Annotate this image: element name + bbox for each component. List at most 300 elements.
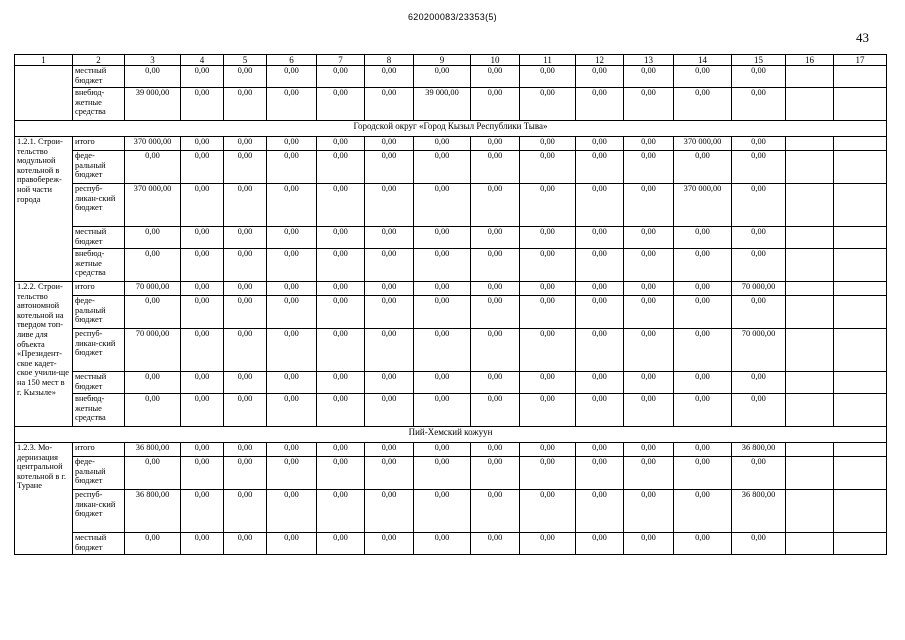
value-cell: 0,00 (576, 533, 624, 555)
item-name: 1.2.2. Строи-тельство автономной котельной на твердом топ-ливе для объекта «Президент-ское кадет-ское учили-ще на 150 мест в г. Кызыле» (15, 282, 73, 427)
value-cell: 0,00 (365, 184, 414, 227)
value-cell: 0,00 (267, 296, 317, 329)
value-cell: 0,00 (520, 66, 576, 88)
empty-cell (786, 66, 834, 88)
column-header: 13 (624, 55, 674, 66)
funding-source: местный бюджет (73, 66, 125, 88)
value-cell: 0,00 (365, 296, 414, 329)
funding-source: респуб-ликан-ский бюджет (73, 329, 125, 372)
region-row (15, 121, 887, 137)
value-cell: 0,00 (471, 533, 520, 555)
value-cell: 370 000,00 (125, 137, 181, 151)
value-cell: 0,00 (471, 490, 520, 533)
column-header: 11 (520, 55, 576, 66)
value-cell: 0,00 (317, 282, 365, 296)
value-cell: 0,00 (267, 282, 317, 296)
value-cell: 0,00 (471, 296, 520, 329)
funding-source: респуб-ликан-ский бюджет (73, 490, 125, 533)
value-cell: 0,00 (181, 490, 224, 533)
value-cell: 0,00 (674, 249, 732, 282)
empty-cell (834, 443, 887, 457)
budget-table (14, 54, 887, 555)
value-cell: 0,00 (624, 282, 674, 296)
funding-source: внебюд-жетные средства (73, 249, 125, 282)
value-cell: 0,00 (471, 329, 520, 372)
table-row (15, 282, 887, 296)
column-header: 7 (317, 55, 365, 66)
value-cell: 0,00 (520, 249, 576, 282)
table-row (15, 184, 887, 227)
value-cell: 0,00 (732, 88, 786, 121)
empty-cell (834, 249, 887, 282)
value-cell: 0,00 (181, 88, 224, 121)
item-name: 1.2.1. Строи-тельство модульной котельной в правобереж-ной части города (15, 137, 73, 282)
table-row (15, 88, 887, 121)
value-cell: 0,00 (414, 329, 471, 372)
value-cell: 0,00 (224, 282, 267, 296)
value-cell: 0,00 (317, 137, 365, 151)
table-row (15, 533, 887, 555)
value-cell: 0,00 (576, 490, 624, 533)
value-cell: 0,00 (624, 137, 674, 151)
empty-cell (786, 184, 834, 227)
value-cell: 0,00 (267, 227, 317, 249)
table-row (15, 151, 887, 184)
value-cell: 0,00 (317, 249, 365, 282)
value-cell: 0,00 (267, 394, 317, 427)
value-cell: 0,00 (471, 88, 520, 121)
value-cell: 0,00 (414, 296, 471, 329)
empty-cell (834, 282, 887, 296)
value-cell: 0,00 (732, 372, 786, 394)
value-cell: 0,00 (576, 372, 624, 394)
value-cell: 0,00 (365, 151, 414, 184)
empty-cell (786, 296, 834, 329)
value-cell: 39 000,00 (414, 88, 471, 121)
value-cell: 70 000,00 (125, 282, 181, 296)
column-header: 16 (786, 55, 834, 66)
value-cell: 0,00 (624, 372, 674, 394)
empty-cell (786, 490, 834, 533)
funding-source: местный бюджет (73, 227, 125, 249)
page-number: 43 (856, 30, 869, 45)
value-cell: 0,00 (414, 533, 471, 555)
value-cell: 0,00 (471, 457, 520, 490)
empty-cell (786, 329, 834, 372)
value-cell: 0,00 (181, 457, 224, 490)
funding-source: внебюд-жетные средства (73, 394, 125, 427)
value-cell: 0,00 (181, 137, 224, 151)
empty-cell (834, 88, 887, 121)
value-cell: 0,00 (224, 296, 267, 329)
value-cell: 0,00 (471, 184, 520, 227)
value-cell: 0,00 (520, 490, 576, 533)
value-cell: 0,00 (576, 151, 624, 184)
value-cell: 0,00 (674, 66, 732, 88)
value-cell: 70 000,00 (732, 329, 786, 372)
column-header: 9 (414, 55, 471, 66)
value-cell: 0,00 (520, 329, 576, 372)
column-header: 8 (365, 55, 414, 66)
value-cell: 0,00 (471, 66, 520, 88)
value-cell: 36 800,00 (732, 490, 786, 533)
column-header: 4 (181, 55, 224, 66)
column-header: 17 (834, 55, 887, 66)
empty-cell (786, 88, 834, 121)
value-cell: 0,00 (471, 372, 520, 394)
value-cell: 0,00 (181, 282, 224, 296)
value-cell: 0,00 (674, 151, 732, 184)
value-cell: 0,00 (317, 443, 365, 457)
value-cell: 0,00 (674, 227, 732, 249)
value-cell: 0,00 (125, 249, 181, 282)
value-cell: 0,00 (181, 66, 224, 88)
value-cell: 0,00 (471, 443, 520, 457)
empty-cell (834, 151, 887, 184)
value-cell: 0,00 (576, 227, 624, 249)
funding-source: местный бюджет (73, 533, 125, 555)
region-row (15, 427, 887, 443)
empty-cell (786, 137, 834, 151)
value-cell: 0,00 (414, 66, 471, 88)
value-cell: 0,00 (317, 88, 365, 121)
value-cell: 0,00 (224, 457, 267, 490)
value-cell: 0,00 (317, 457, 365, 490)
empty-cell (834, 66, 887, 88)
value-cell: 0,00 (520, 296, 576, 329)
value-cell: 0,00 (267, 490, 317, 533)
empty-cell (786, 372, 834, 394)
value-cell: 0,00 (674, 394, 732, 427)
value-cell: 0,00 (624, 227, 674, 249)
table-row (15, 227, 887, 249)
value-cell: 0,00 (125, 151, 181, 184)
value-cell: 0,00 (576, 394, 624, 427)
value-cell: 0,00 (224, 151, 267, 184)
column-header: 5 (224, 55, 267, 66)
value-cell: 0,00 (365, 443, 414, 457)
value-cell: 0,00 (414, 249, 471, 282)
column-header: 2 (73, 55, 125, 66)
value-cell: 0,00 (576, 282, 624, 296)
value-cell: 0,00 (414, 394, 471, 427)
value-cell: 0,00 (414, 457, 471, 490)
empty-cell (834, 394, 887, 427)
value-cell: 0,00 (674, 457, 732, 490)
value-cell: 70 000,00 (125, 329, 181, 372)
value-cell: 0,00 (365, 533, 414, 555)
value-cell: 0,00 (224, 329, 267, 372)
empty-cell (786, 457, 834, 490)
empty-cell (834, 490, 887, 533)
value-cell: 0,00 (732, 249, 786, 282)
value-cell: 36 800,00 (125, 443, 181, 457)
value-cell: 0,00 (414, 372, 471, 394)
value-cell: 0,00 (674, 329, 732, 372)
empty-cell (786, 533, 834, 555)
value-cell: 0,00 (624, 66, 674, 88)
value-cell: 0,00 (267, 443, 317, 457)
value-cell: 0,00 (267, 249, 317, 282)
value-cell: 0,00 (181, 249, 224, 282)
value-cell: 70 000,00 (732, 282, 786, 296)
funding-source: местный бюджет (73, 372, 125, 394)
value-cell: 0,00 (624, 329, 674, 372)
value-cell: 0,00 (267, 329, 317, 372)
table-row (15, 329, 887, 372)
value-cell: 0,00 (576, 443, 624, 457)
value-cell: 0,00 (674, 490, 732, 533)
value-cell: 0,00 (317, 151, 365, 184)
value-cell: 0,00 (267, 151, 317, 184)
value-cell: 0,00 (471, 151, 520, 184)
funding-source: феде-ральный бюджет (73, 457, 125, 490)
value-cell: 370 000,00 (674, 137, 732, 151)
funding-source: респуб-ликан-ский бюджет (73, 184, 125, 227)
document-id: 620200083/23353(5) (408, 12, 497, 22)
table-row (15, 490, 887, 533)
empty-cell (786, 227, 834, 249)
column-header: 14 (674, 55, 732, 66)
empty-cell (834, 184, 887, 227)
value-cell: 0,00 (224, 227, 267, 249)
empty-cell (786, 151, 834, 184)
value-cell: 0,00 (317, 66, 365, 88)
value-cell: 0,00 (317, 533, 365, 555)
empty-cell (834, 372, 887, 394)
empty-cell (834, 296, 887, 329)
value-cell: 36 800,00 (732, 443, 786, 457)
funding-source: итого (73, 137, 125, 151)
value-cell: 0,00 (365, 394, 414, 427)
table-body (15, 66, 887, 555)
value-cell: 0,00 (414, 443, 471, 457)
funding-source: феде-ральный бюджет (73, 151, 125, 184)
value-cell: 0,00 (224, 66, 267, 88)
value-cell: 0,00 (576, 66, 624, 88)
value-cell: 0,00 (674, 372, 732, 394)
funding-source: внебюд-жетные средства (73, 88, 125, 121)
table-row (15, 296, 887, 329)
value-cell: 0,00 (125, 66, 181, 88)
value-cell: 0,00 (520, 151, 576, 184)
value-cell: 0,00 (674, 443, 732, 457)
value-cell: 0,00 (520, 457, 576, 490)
value-cell: 0,00 (317, 329, 365, 372)
table-row (15, 249, 887, 282)
value-cell: 0,00 (732, 533, 786, 555)
empty-cell (786, 282, 834, 296)
value-cell: 0,00 (471, 137, 520, 151)
value-cell: 39 000,00 (125, 88, 181, 121)
value-cell: 0,00 (732, 394, 786, 427)
value-cell: 0,00 (267, 88, 317, 121)
value-cell: 0,00 (674, 296, 732, 329)
value-cell: 0,00 (224, 88, 267, 121)
value-cell: 0,00 (317, 296, 365, 329)
table-row (15, 443, 887, 457)
value-cell: 0,00 (181, 296, 224, 329)
value-cell: 0,00 (576, 249, 624, 282)
value-cell: 0,00 (365, 490, 414, 533)
value-cell: 0,00 (732, 457, 786, 490)
value-cell: 0,00 (365, 137, 414, 151)
value-cell: 0,00 (471, 227, 520, 249)
value-cell: 0,00 (520, 372, 576, 394)
value-cell: 0,00 (181, 443, 224, 457)
value-cell: 0,00 (365, 329, 414, 372)
value-cell: 0,00 (224, 443, 267, 457)
value-cell: 0,00 (181, 227, 224, 249)
value-cell: 0,00 (267, 533, 317, 555)
value-cell: 0,00 (471, 249, 520, 282)
value-cell: 0,00 (365, 457, 414, 490)
value-cell: 0,00 (624, 249, 674, 282)
table-row (15, 394, 887, 427)
value-cell: 0,00 (317, 184, 365, 227)
value-cell: 0,00 (224, 249, 267, 282)
value-cell: 0,00 (125, 457, 181, 490)
item-name: 1.2.3. Мо-дернизация центральной котельной в г. Туране (15, 443, 73, 555)
value-cell: 0,00 (365, 282, 414, 296)
value-cell: 0,00 (181, 533, 224, 555)
value-cell: 0,00 (576, 329, 624, 372)
region-title: Городской округ «Город Кызыл Республики Тыва» (15, 121, 887, 137)
value-cell: 0,00 (224, 533, 267, 555)
column-header: 12 (576, 55, 624, 66)
value-cell: 0,00 (576, 184, 624, 227)
value-cell: 0,00 (576, 88, 624, 121)
value-cell: 0,00 (267, 457, 317, 490)
value-cell: 0,00 (181, 372, 224, 394)
value-cell: 0,00 (317, 372, 365, 394)
value-cell: 0,00 (674, 533, 732, 555)
value-cell: 0,00 (576, 457, 624, 490)
value-cell: 0,00 (125, 296, 181, 329)
value-cell: 370 000,00 (125, 184, 181, 227)
value-cell: 0,00 (576, 137, 624, 151)
value-cell: 0,00 (520, 394, 576, 427)
value-cell: 36 800,00 (125, 490, 181, 533)
value-cell: 0,00 (365, 66, 414, 88)
value-cell: 0,00 (125, 394, 181, 427)
value-cell: 0,00 (414, 184, 471, 227)
value-cell: 0,00 (732, 151, 786, 184)
value-cell: 0,00 (576, 296, 624, 329)
value-cell: 0,00 (365, 372, 414, 394)
value-cell: 0,00 (624, 490, 674, 533)
value-cell: 0,00 (224, 137, 267, 151)
empty-cell (786, 394, 834, 427)
value-cell: 0,00 (520, 184, 576, 227)
value-cell: 0,00 (624, 394, 674, 427)
empty-cell (834, 329, 887, 372)
value-cell: 0,00 (125, 372, 181, 394)
value-cell: 0,00 (732, 184, 786, 227)
value-cell: 0,00 (181, 329, 224, 372)
value-cell: 0,00 (224, 490, 267, 533)
value-cell: 0,00 (732, 66, 786, 88)
value-cell: 0,00 (414, 227, 471, 249)
value-cell: 370 000,00 (674, 184, 732, 227)
value-cell: 0,00 (520, 227, 576, 249)
value-cell: 0,00 (624, 151, 674, 184)
column-header: 15 (732, 55, 786, 66)
table-row (15, 372, 887, 394)
region-title: Пий-Хемский кожуун (15, 427, 887, 443)
value-cell: 0,00 (267, 372, 317, 394)
value-cell: 0,00 (365, 88, 414, 121)
value-cell: 0,00 (224, 394, 267, 427)
value-cell: 0,00 (317, 490, 365, 533)
empty-cell (834, 227, 887, 249)
value-cell: 0,00 (624, 443, 674, 457)
column-header: 6 (267, 55, 317, 66)
item-name (15, 66, 73, 121)
funding-source: итого (73, 443, 125, 457)
column-header-row (15, 55, 887, 66)
value-cell: 0,00 (224, 372, 267, 394)
value-cell: 0,00 (365, 227, 414, 249)
value-cell: 0,00 (520, 137, 576, 151)
value-cell: 0,00 (624, 88, 674, 121)
empty-cell (786, 249, 834, 282)
column-header: 10 (471, 55, 520, 66)
value-cell: 0,00 (732, 296, 786, 329)
value-cell: 0,00 (125, 533, 181, 555)
value-cell: 0,00 (520, 443, 576, 457)
value-cell: 0,00 (624, 296, 674, 329)
value-cell: 0,00 (267, 184, 317, 227)
column-header: 1 (15, 55, 73, 66)
value-cell: 0,00 (674, 282, 732, 296)
value-cell: 0,00 (732, 227, 786, 249)
value-cell: 0,00 (317, 227, 365, 249)
table-row (15, 66, 887, 88)
value-cell: 0,00 (267, 66, 317, 88)
value-cell: 0,00 (181, 394, 224, 427)
empty-cell (834, 457, 887, 490)
empty-cell (834, 137, 887, 151)
value-cell: 0,00 (624, 533, 674, 555)
funding-source: феде-ральный бюджет (73, 296, 125, 329)
value-cell: 0,00 (414, 282, 471, 296)
value-cell: 0,00 (520, 88, 576, 121)
value-cell: 0,00 (414, 490, 471, 533)
value-cell: 0,00 (471, 282, 520, 296)
value-cell: 0,00 (224, 184, 267, 227)
funding-source: итого (73, 282, 125, 296)
value-cell: 0,00 (732, 137, 786, 151)
value-cell: 0,00 (414, 137, 471, 151)
value-cell: 0,00 (267, 137, 317, 151)
value-cell: 0,00 (317, 394, 365, 427)
value-cell: 0,00 (520, 533, 576, 555)
value-cell: 0,00 (471, 394, 520, 427)
table-row (15, 137, 887, 151)
value-cell: 0,00 (624, 457, 674, 490)
column-header: 3 (125, 55, 181, 66)
table-row (15, 457, 887, 490)
empty-cell (834, 533, 887, 555)
empty-cell (786, 443, 834, 457)
value-cell: 0,00 (365, 249, 414, 282)
value-cell: 0,00 (414, 151, 471, 184)
value-cell: 0,00 (520, 282, 576, 296)
value-cell: 0,00 (181, 184, 224, 227)
value-cell: 0,00 (674, 88, 732, 121)
value-cell: 0,00 (125, 227, 181, 249)
